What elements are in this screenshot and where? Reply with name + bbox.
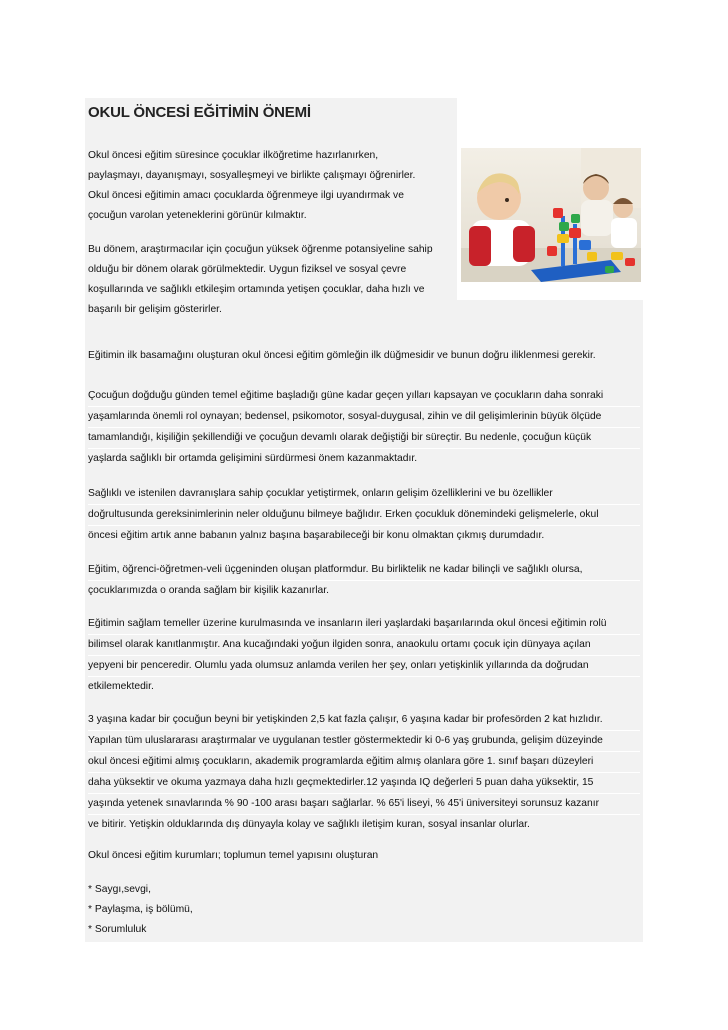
body-paragraph-1	[88, 346, 640, 366]
text-line: yaşamlarında önemli rol oynayan; bedensel, psikomotor, sosyal-duygusal, zihin ve dil gelişimlerinin büyük ölçüde	[88, 406, 640, 427]
text-line: Okul öncesi eğitimin amacı çocuklarda öğrenmeye ilgi uyandırmak ve	[88, 190, 404, 201]
text-line: çocuklarımızda o oranda sağlam bir kişilik kazanırlar.	[88, 580, 640, 601]
text-line: paylaşmayı, dayanışmayı, sosyalleşmeyi ve birlikte çalışmayı öğrenirler.	[88, 170, 416, 181]
text-line: etkilemektedir.	[88, 676, 640, 697]
text-line: başarılı bir gelişim gösterirler.	[88, 304, 222, 315]
text-line: çocuğun varolan yeteneklerini görünür kılmaktır.	[88, 210, 307, 221]
text-line: Çocuğun doğduğu günden temel eğitime başladığı güne kadar geçen yılları kapsayan ve çocukların daha sonraki	[88, 390, 604, 401]
text-line: Yapılan tüm uluslararası araştırmalar ve uygulanan testler göstermektedir ki 0-6 yaş grubunda, gelişim düzeyinde	[88, 730, 640, 751]
text-line: tamamlandığı, kişiliğin şekillendiği ve çocuğun devamlı olarak değiştiği bir süreçtir. Bu nedenle, çocuğun küçük	[88, 427, 640, 448]
text-line: Okul öncesi eğitim kurumları; toplumun temel yapısını oluşturan	[88, 850, 379, 861]
text-line: daha yüksektir ve okuma yazmaya daha hızlı geçmektedirler.12 yaşında IQ değerleri 5 puan daha yüksektir, 15	[88, 772, 640, 793]
text-line: Eğitimin ilk basamağını oluşturan okul öncesi eğitim gömleğin ilk düğmesidir ve bunun doğru iliklenmesi gerekir.	[88, 350, 596, 361]
list-item: * Paylaşma, iş bölümü,	[88, 904, 193, 915]
body-paragraph-5	[88, 614, 640, 697]
text-line: öncesi eğitim artık anne babanın yalnız başına başarabileceği bir konu olmaktan çıkmış durumdadır.	[88, 525, 640, 546]
second-paragraph	[88, 240, 433, 320]
children-playing-illustration	[461, 148, 641, 282]
children-playing-photo	[461, 148, 641, 282]
body-paragraph-6	[88, 710, 640, 835]
text-line: olduğu bir dönem olarak görülmektedir. Uygun fiziksel ve sosyal çevre	[88, 264, 407, 275]
text-line: doğrultusunda gereksinimlerinin neler olduğunu bilmeye bağlıdır. Erken çocukluk dönemindeki gelişmelerle, okul	[88, 504, 640, 525]
text-line: ve bitirir. Yetişkin olduklarında dış dünyayla kolay ve sağlıklı iletişim kuran, sosyal insanlar olurlar.	[88, 814, 640, 835]
text-line: bilimsel olarak kanıtlanmıştır. Ana kucağındaki yoğun ilgiden sonra, anaokulu ortamı çocuk için dünyaya açılan	[88, 634, 640, 655]
text-line: Eğitimin sağlam temeller üzerine kurulmasında ve insanların ileri yaşlardaki başarılarında okul öncesi eğitimin rolü	[88, 618, 607, 629]
text-line: 3 yaşına kadar bir çocuğun beyni bir yetişkinden 2,5 kat fazla çalışır, 6 yaşına kadar bir profesörden 2 kat hızlıdır.	[88, 714, 603, 725]
text-line: Okul öncesi eğitim süresince çocuklar ilköğretime hazırlanırken,	[88, 150, 379, 161]
text-line: yaşlarda sağlıklı bir ortamda gelişimini sürdürmesi önem kazanmaktadır.	[88, 448, 640, 469]
document-title: OKUL ÖNCESİ EĞİTİMİN ÖNEMİ	[88, 104, 311, 121]
body-paragraph-4	[88, 560, 640, 601]
text-line: Eğitim, öğrenci-öğretmen-veli üçgeninden oluşan platformdur. Bu birliktelik ne kadar bilinçli ve sağlıklı olursa,	[88, 564, 583, 575]
text-line: yepyeni bir penceredir. Olumlu yada olumsuz anlamda verilen her şey, onları yetişkinlik yıllarında da doğrudan	[88, 655, 640, 676]
values-list	[88, 880, 193, 940]
intro-paragraph	[88, 146, 415, 226]
text-line: Bu dönem, araştırmacılar için çocuğun yüksek öğrenme potansiyeline sahip	[88, 244, 433, 255]
text-line: koşullarında ve sağlıklı etkileşim ortamında yetişen çocuklar, daha hızlı ve	[88, 284, 425, 295]
text-line: yaşında yetenek sınavlarında % 90 -100 arası başarı sağlarlar. % 65'i liseyi, % 45'i üniversiteyi sorunsuz kazanır	[88, 793, 640, 814]
text-line: okul öncesi eğitimi almış çocukların, akademik programlarda eğitim almış olanlara göre 1. sınıf başarı düzeyleri	[88, 751, 640, 772]
list-item: * Sorumluluk	[88, 924, 147, 935]
body-paragraph-7	[88, 846, 640, 866]
body-paragraph-3	[88, 484, 640, 546]
list-item: * Saygı,sevgi,	[88, 884, 151, 895]
text-line: Sağlıklı ve istenilen davranışlara sahip çocuklar yetiştirmek, onların gelişim özelliklerini ve bu özellikler	[88, 488, 553, 499]
body-paragraph-2	[88, 386, 640, 469]
